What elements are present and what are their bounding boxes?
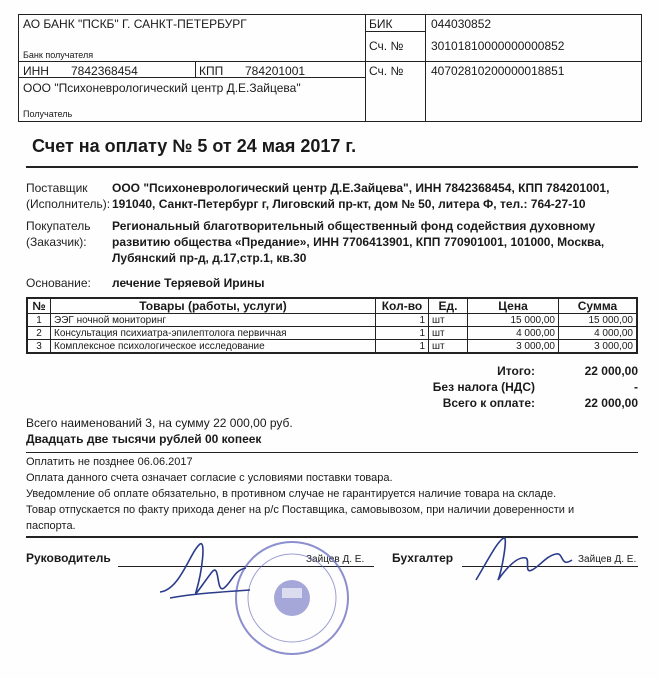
total-value: 22 000,00 [584,364,638,378]
recipient-label: Получатель [23,109,73,119]
recipient-bank-label: Банк получателя [23,50,94,60]
accountant-signature [468,530,578,590]
payment-terms: Оплатить не позднее 06.06.2017 Оплата данного счета означает согласие с условиями поставки товара. Уведомление об оплате обязательно, в противном случае не гарантируется наличие товара на складе. Товар отпускается по факту прихода денег на р/с Поставщика, самовывозом, при наличии доверенности и паспорта. [26,456,575,532]
table-row: 2 Консультация психиатра-эпилептолога первичная 1 шт 4 000,00 4 000,00 [27,327,637,340]
title-divider [26,166,638,168]
col-number: № [27,298,51,314]
account-label: Сч. № [369,64,404,78]
table-header-row [27,298,637,314]
inn-value: 7842368454 [71,64,138,78]
due-value: 22 000,00 [584,396,638,410]
buyer-details: Региональный благотворительный общественный фонд содействия духовному развитию общества «Предание», ИНН 7706413901, КПП 770901001, 101000, Москва, Лубянский пр-д, д.17,стр.1, кв.30 [112,219,605,265]
col-goods: Товары (работы, услуги) [51,298,376,314]
basis-label: Основание: [26,276,91,290]
total-label: Итого: [497,364,535,378]
col-price: Цена [468,298,559,314]
kpp-label: КПП [199,64,224,78]
table-row: 3 Комплексное психологическое исследование 1 шт 3 000,00 3 000,00 [27,340,637,354]
summary-divider [26,452,638,453]
bik-label: БИК [369,17,393,31]
supplier-details: ООО "Психоневрологический центр Д.Е.Зайцева", ИНН 7842368454, КПП 784201001, 191040, Санкт-Петербург г, Лиговский пр-кт, дом № 50, литера Ф, тел.: 764-27-10 [112,181,610,211]
director-name: Зайцев Д. Е. [306,554,365,565]
buyer-label: Покупатель (Заказчик): [26,219,91,249]
due-label: Всего к оплате: [442,396,535,410]
bank-name: АО БАНК "ПСКБ" Г. САНКТ-ПЕТЕРБУРГ [23,17,247,31]
invoice-title: Счет на оплату № 5 от 24 мая 2017 г. [32,136,357,156]
amount-in-words: Двадцать две тысячи рублей 00 копеек [26,432,262,446]
corr-account-label: Сч. № [369,39,404,53]
vat-label: Без налога (НДС) [432,380,535,394]
col-qty: Кол-во [376,298,429,314]
corr-account-value: 30101810000000000852 [431,39,565,53]
table-row: 1 ЭЭГ ночной мониторинг 1 шт 15 000,00 15 000,00 [27,314,637,327]
vat-value: - [634,380,638,394]
items-count-line: Всего наименований 3, на сумму 22 000,00 руб. [26,416,293,430]
director-label: Руководитель [26,551,111,565]
bik-value: 044030852 [431,17,492,31]
kpp-value: 784201001 [245,64,306,78]
items-table [26,297,638,354]
account-value: 40702810200000018851 [431,64,565,78]
basis-value: лечение Теряевой Ирины [112,276,265,290]
inn-label: ИНН [23,64,49,78]
bank-details-box [18,14,642,122]
recipient-name: ООО "Психоневрологический центр Д.Е.Зайцева" [23,81,301,95]
director-signature [150,532,260,607]
supplier-label: Поставщик (Исполнитель): [26,181,111,211]
col-unit: Ед. [429,298,468,314]
col-sum: Сумма [559,298,638,314]
accountant-name: Зайцев Д. Е. [578,554,637,565]
accountant-label: Бухгалтер [392,551,454,565]
